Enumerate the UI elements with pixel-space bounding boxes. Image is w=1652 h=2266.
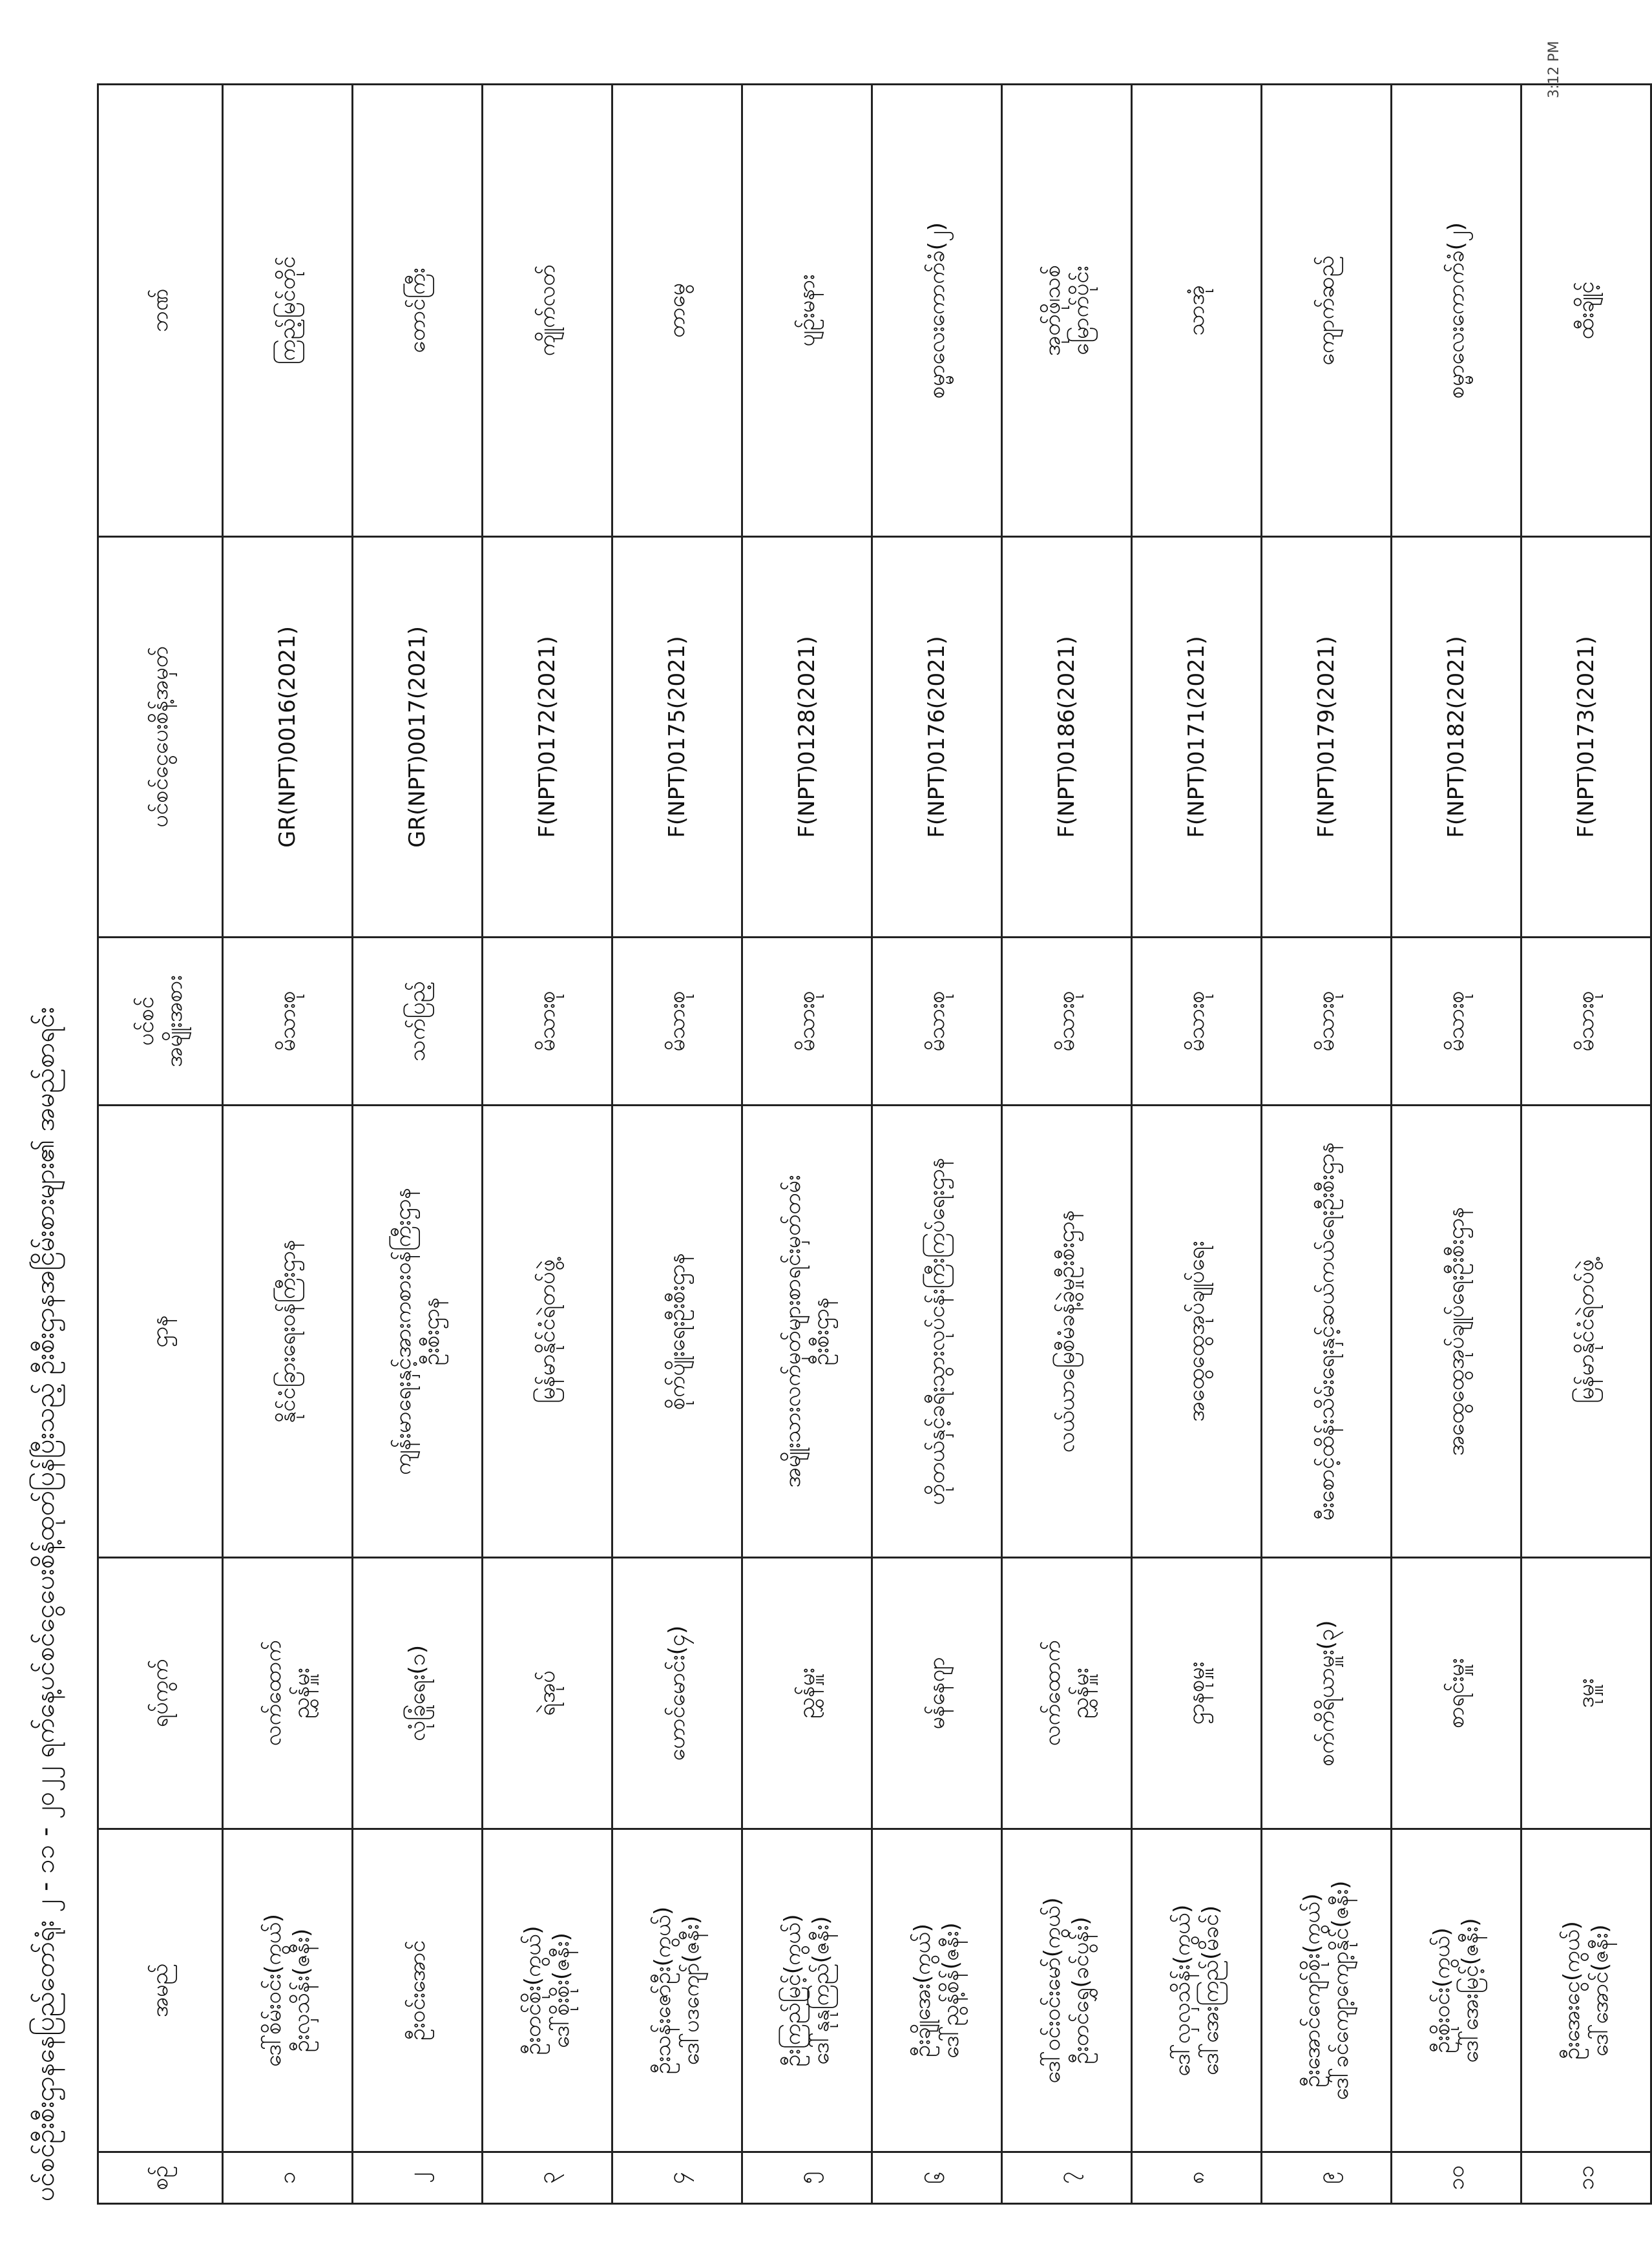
position-line: ညွှန်မှူး: [794, 1668, 820, 1719]
table-row: [612, 85, 742, 2204]
department-line: အထွေထွေအုပ်ချုပ်ရေးဦးစီးဌာန: [1443, 1206, 1469, 1456]
table-row: [1132, 85, 1262, 2204]
department-line: လယ်ယာမြေစီမံခန့်ခွဲမှုဦးစီးဌာန: [1054, 1210, 1080, 1453]
pension-type: မိသားစု: [1132, 938, 1262, 1106]
row-number: ၆: [872, 2152, 1002, 2204]
bank-line: တောင်ကြီး: [404, 268, 430, 353]
bank-line: သာအုံ: [1184, 285, 1209, 336]
department: [353, 1106, 483, 1558]
person-name-line: ဒေါ်အေးကြည်(မိခင်): [1198, 1905, 1224, 2075]
position: [1262, 1558, 1392, 1829]
pension-type: မိသားစု: [872, 938, 1002, 1106]
person-name: [1132, 1829, 1262, 2152]
bank-line: စမ္မာလေးကောက်ခံ(၂): [924, 222, 950, 399]
department-line: အမျိုးသားလက်မှတ်များစာရင်းမှတ်တမ်း: [780, 1175, 806, 1488]
position-line: စက်ကိရိယာမှူး(၃): [1313, 1620, 1339, 1767]
position: [872, 1558, 1002, 1829]
person-name-line: ဦးအေးငွေ(ကွယ်): [1559, 1921, 1585, 2060]
person-name: [1262, 1829, 1392, 2152]
person-name-line: ဦးစိုးဝင်း(ကွယ်): [1429, 1927, 1455, 2053]
department-line: မြန်မာနိုင်ငံရဲတပ်ဖွဲ့: [1573, 1259, 1599, 1403]
pension-type: မိသားစု: [223, 938, 353, 1106]
row-number: ၉: [1262, 2152, 1392, 2204]
person-name: [353, 1829, 483, 2152]
department: [1262, 1106, 1392, 1558]
person-name-line: ဦးအောင်ကျော်စိုး(ကွယ်): [1299, 1893, 1325, 2088]
position: [1132, 1558, 1262, 1829]
bank: [1392, 85, 1521, 537]
pension-type: မိသားစု: [1262, 938, 1392, 1106]
department-line: စိုက်ပျိုးရေးဦးစီးဌာန: [664, 1253, 690, 1410]
pension-type: မိသားစု: [483, 938, 612, 1106]
department: [742, 1106, 872, 1558]
position-line: ဒုမှူး: [1573, 1678, 1599, 1708]
department-line: နိုင်ငံခြားရေးဝန်ကြီးဌာန: [275, 1239, 300, 1423]
person-name-line: ဒေါ်လှလှသိန်း(ကွယ်): [1169, 1904, 1195, 2077]
person-name-line: ဦးချိုအေး(ကွယ်): [910, 1924, 936, 2057]
person-name: [1521, 1829, 1651, 2152]
person-name-line: ဒေါ်ညွန့်စိန်(ဇနီး): [938, 1922, 964, 2059]
position-line: မန်နေဂျာ: [924, 1657, 950, 1730]
department: [223, 1106, 353, 1558]
position-line: ရဲအုပ်: [534, 1670, 560, 1716]
pension-order-number: F(NPT)0171(2021): [1132, 537, 1262, 938]
person-name-line: ဒေါ်ခင်ကျော့ကျော့နိုင်(ဇနီး): [1328, 1880, 1354, 2101]
bank-line: စမ္မာလေးကောက်ခံ(၂): [1443, 222, 1469, 399]
header-type-line1: ပင်စင်: [133, 996, 159, 1046]
position: [1002, 1558, 1132, 1829]
person-name-line: ဦးတင်ရွှေ(ခင်ပွန်း): [1068, 1916, 1094, 2064]
pension-order-number: F(NPT)0186(2021): [1002, 537, 1132, 938]
header-no: စဉ်: [98, 2152, 223, 2204]
position-line: ဟောင်မောင်း(၄): [664, 1625, 690, 1761]
person-name-line: ဒေါ်အေးမြင့်(ဇနီး): [1458, 1918, 1483, 2063]
department: [1392, 1106, 1521, 1558]
pension-order-number: F(NPT)0182(2021): [1392, 537, 1521, 938]
bank: [223, 85, 353, 537]
bank: [1521, 85, 1651, 537]
pension-order-number: GR(NPT)0016(2021): [223, 537, 353, 938]
bank: [353, 85, 483, 537]
table-row: [223, 85, 353, 2204]
person-name-line: ဒေါ်ဝင်းဝင်းမော်(ကွယ်): [1040, 1897, 1065, 2084]
pension-type: သက်ပြည့်: [353, 938, 483, 1106]
bank-line: ကြည့်မြင်တိုင်: [275, 256, 300, 365]
person-name-line: ဦးကြည်မြင့်(ကွယ်): [780, 1914, 806, 2067]
pension-order-number: F(NPT)0176(2021): [872, 537, 1002, 938]
table-row: [353, 85, 483, 2204]
bank-line: ထီးချိုင့်: [1573, 281, 1599, 340]
pension-order-number: F(NPT)0172(2021): [483, 537, 612, 938]
header-type-line2: အမျိုးအစား: [162, 975, 187, 1067]
row-number: ၃: [483, 2152, 612, 2204]
pension-roster-table: [97, 83, 1652, 2205]
department: [483, 1106, 612, 1558]
person-name: [872, 1829, 1002, 2152]
person-name-line: ဒေါ်ပဒကျော်(ဇနီး): [678, 1915, 704, 2066]
position: [612, 1558, 742, 1829]
person-name: [223, 1829, 353, 2152]
person-name: [742, 1829, 872, 2152]
bank-line: ပျဉ်းမနား: [794, 274, 820, 347]
table-row: [742, 85, 872, 2204]
pension-order-number: F(NPT)0175(2021): [612, 537, 742, 938]
bank: [1262, 85, 1392, 537]
department-line: အထွေထွေအုပ်ချုပ်ရေး: [1184, 1241, 1209, 1422]
person-name: [1002, 1829, 1132, 2152]
bank-line: မြောက်ပိုင်း: [1068, 266, 1094, 355]
row-number: ၂: [353, 2152, 483, 2204]
person-name: [1392, 1829, 1521, 2152]
department-line: ကျန်းမာရေးနှင့်အားကစားဝန်ကြီးဌာန: [390, 1188, 416, 1475]
pension-order-number: F(NPT)0173(2021): [1521, 537, 1651, 938]
department: [1132, 1106, 1262, 1558]
department: [1002, 1106, 1132, 1558]
row-number: ၁၁: [1521, 2152, 1651, 2204]
bank-line: တာမွေ: [664, 283, 690, 338]
table-row: [483, 85, 612, 2204]
pension-type: မိသားစု: [1521, 938, 1651, 1106]
pension-type: မိသားစု: [742, 938, 872, 1106]
position-line: ဌာနစုမှူး: [1184, 1661, 1209, 1725]
row-number: ၁၀: [1392, 2152, 1521, 2204]
pension-type: မိသားစု: [1002, 938, 1132, 1106]
department: [1521, 1106, 1651, 1558]
position: [1392, 1558, 1521, 1829]
department-line: ဟိုတယ်နှင့်ခရီးသွားလုပ်ငန်းကြီးကြပ်ရေးဌာန: [924, 1157, 950, 1505]
pension-order-number: F(NPT)0179(2021): [1262, 537, 1392, 938]
position-line: စာရင်းမှူး: [1443, 1658, 1469, 1728]
person-name-line: ဒေါ်စိမ်းဝင်း(ကွယ်): [260, 1914, 286, 2067]
table-row: [1002, 85, 1132, 2204]
position: [1521, 1558, 1651, 1829]
table-row: [1392, 85, 1521, 2204]
position-line: လက်ထောက်: [1040, 1640, 1065, 1747]
person-name-line: ဒေါ်စိုးစိုး(ဇနီး): [549, 1933, 574, 2048]
bank: [742, 85, 872, 537]
bank-line: အုတ်ဖို၊သစ်: [1040, 264, 1065, 357]
table-header-row: [98, 85, 223, 2204]
department: [612, 1106, 742, 1558]
scan-timestamp: 3:12 PM: [1546, 41, 1562, 98]
bank: [1132, 85, 1262, 537]
person-name-line: ဒေါ်အောင်(ဇနီး): [1587, 1924, 1613, 2057]
position-line: လက်ထောက်: [260, 1640, 286, 1747]
pension-order-number: F(NPT)0128(2021): [742, 537, 872, 938]
department: [872, 1106, 1002, 1558]
person-name-line: ဒေါ်နုနုကြည်(ဇနီး): [808, 1916, 834, 2065]
person-name: [612, 1829, 742, 2152]
table-row: [872, 85, 1002, 2204]
row-number: ၈: [1132, 2152, 1262, 2204]
bank: [872, 85, 1002, 537]
header-ward: ရပ်ကွက်: [98, 1558, 223, 1829]
position: [223, 1558, 353, 1829]
position: [353, 1558, 483, 1829]
table-row: [1262, 85, 1392, 2204]
person-name-line: ဦးလှသိန်း(ဇနီး): [289, 1928, 315, 2053]
department-line: မြန်မာနိုင်ငံရဲတပ်ဖွဲ့: [534, 1259, 560, 1403]
header-name: အမည်: [98, 1829, 223, 2152]
row-number: ၄: [612, 2152, 742, 2204]
table-body: [223, 85, 1651, 2204]
department-line: ဦးစီးဌာန: [808, 1297, 834, 1366]
position: [742, 1558, 872, 1829]
header-department: ဌာန: [98, 1106, 223, 1558]
table-row: [1521, 85, 1651, 2204]
header-type: [98, 938, 223, 1106]
bank: [612, 85, 742, 537]
person-name-line: ဦးသန်းဇော်ဦး(ကွယ်): [650, 1906, 676, 2075]
person-name-line: ဦးဝင်းအောင်: [404, 1940, 430, 2041]
position: [483, 1558, 612, 1829]
person-name-line: ဦးတင်စိုး(ကွယ်): [520, 1925, 546, 2055]
row-number: ၅: [742, 2152, 872, 2204]
position-line: လုံခြုံရေး(၁): [404, 1645, 430, 1741]
department-line: ဦးစီးဌာန: [419, 1297, 444, 1366]
position-line: ညွှန်မှူး: [289, 1668, 315, 1719]
department-line: မီးစောင့်ထိန်းသိမ်းရေးနှင့်ဆယ်ကယ်ရေးဦးစီးဌာန: [1313, 1142, 1339, 1521]
pension-type: မိသားစု: [1392, 938, 1521, 1106]
document-title: ပင်စင်ဦးစီးဌာနနေပြည်တော်ရုံး ၂ - ၁၁ - ၂၀၂၂ ရက်နေ့ပင်စင်ငွေပေးစိန့်ထုတ်ပြန်ပြီးသည့် ဦးစီးဌာနအငြိမ်းစားများ၏ အမည်စာရင်း: [30, 1007, 60, 2201]
header-license: ပင်စင်ငွေပေးစိန့်အမှတ်: [98, 537, 223, 938]
pension-type: မိသားစု: [612, 938, 742, 1106]
header-bank: ဘဏ်: [98, 85, 223, 537]
person-name: [483, 1829, 612, 2152]
row-number: ၇: [1002, 2152, 1132, 2204]
bank: [483, 85, 612, 537]
bank: [1002, 85, 1132, 537]
position-line: ညွှန်မှူး: [1068, 1668, 1094, 1719]
row-number: ၁: [223, 2152, 353, 2204]
bank-line: ကျောက်ဆည်: [1313, 255, 1339, 366]
pension-order-number: GR(NPT)0017(2021): [353, 537, 483, 938]
bank-line: ကျိုက်လတ်: [534, 264, 560, 357]
